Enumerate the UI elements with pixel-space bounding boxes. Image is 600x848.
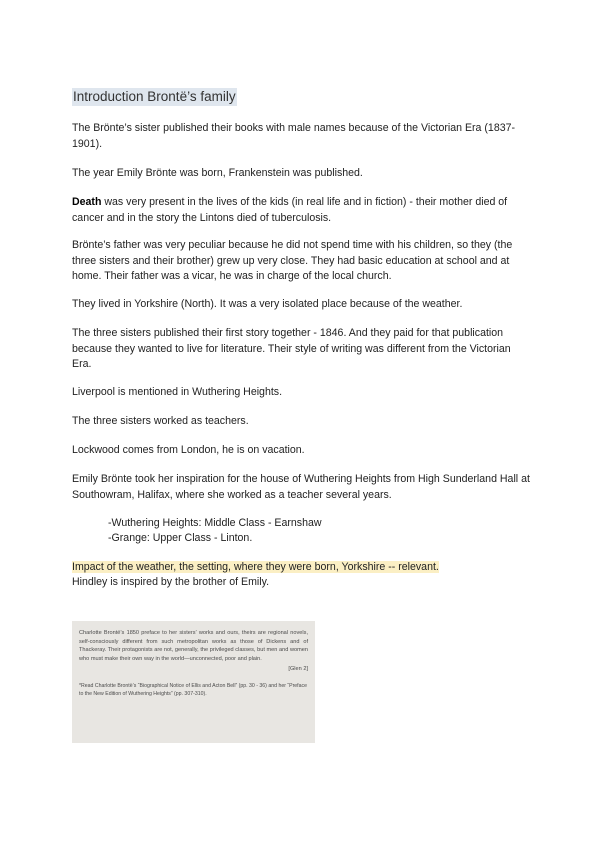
- paragraph-yorkshire: They lived in Yorkshire (North). It was a very isolated place because of the weather.: [72, 298, 463, 310]
- paragraph-highlight: [72, 560, 532, 576]
- paragraph-victorian-era: The Brönte’s sister published their books with male names because of the Victorian Era (1837-1901).: [72, 122, 516, 150]
- quote-citation: [Glen 2]: [288, 666, 308, 673]
- paragraph-inspiration: Emily Brönte took her inspiration for the house of Wuthering Heights from High Sunderland Hall at Southowram, Halifax, where she worked as a teacher several years.: [72, 473, 530, 501]
- list-item-wuthering-heights: -Wuthering Heights: Middle Class - Earnshaw: [108, 517, 322, 529]
- paragraph-frankenstein: The year Emily Brönte was born, Frankenstein was published.: [72, 167, 363, 179]
- paragraph-publication: The three sisters published their first story together - 1846. And they paid for that publication because they wanted to live for literature. Their style of writing was different from the Victorian Era.: [72, 327, 511, 370]
- paragraph-lockwood: Lockwood comes from London, he is on vacation.: [72, 444, 305, 456]
- paragraph-teachers: The three sisters worked as teachers.: [72, 415, 249, 427]
- highlighted-text: Impact of the weather, the setting, where they were born, Yorkshire -- relevant.: [72, 561, 439, 573]
- paragraph-hindley: Hindley is inspired by the brother of Emily.: [72, 576, 270, 588]
- page-title: Introduction Brontë’s family: [73, 89, 236, 104]
- quote-footnote: *Read Charlotte Brontë’s “Biographical Notice of Ellis and Acton Bell” (pp. 30 - 36) and her “Preface to the New Edition of Wuthering Heights” (pp. 307-310).: [79, 683, 307, 697]
- quote-body: Charlotte Brontë’s 1850 preface to her sisters’ works and ours, theirs are regional novels, self-consciously different from such metropolitan works as those of Dickens and of Thackeray. Their protagonists are not, generally, the privileged classes, but men and women who must make their own way in the world—unconnected, poor and plain.: [79, 630, 308, 662]
- quote-image: [72, 621, 315, 743]
- list-item-grange: -Grange: Upper Class - Linton.: [108, 532, 253, 544]
- paragraph-liverpool: Liverpool is mentioned in Wuthering Heights.: [72, 386, 283, 398]
- paragraph-death-text: was very present in the lives of the kids (in real life and in fiction) - their mother died of cancer and in the story the Lintons died of tuberculosis.: [72, 196, 508, 224]
- paragraph-death: [72, 195, 532, 226]
- paragraph-father: Brönte’s father was very peculiar because he did not spend time with his children, so they (the three sisters and their brother) grew up very close. They had basic education at school and at home. Their father was a vicar, he was in charge of the local church.: [72, 239, 513, 282]
- bold-death: Death: [72, 196, 102, 208]
